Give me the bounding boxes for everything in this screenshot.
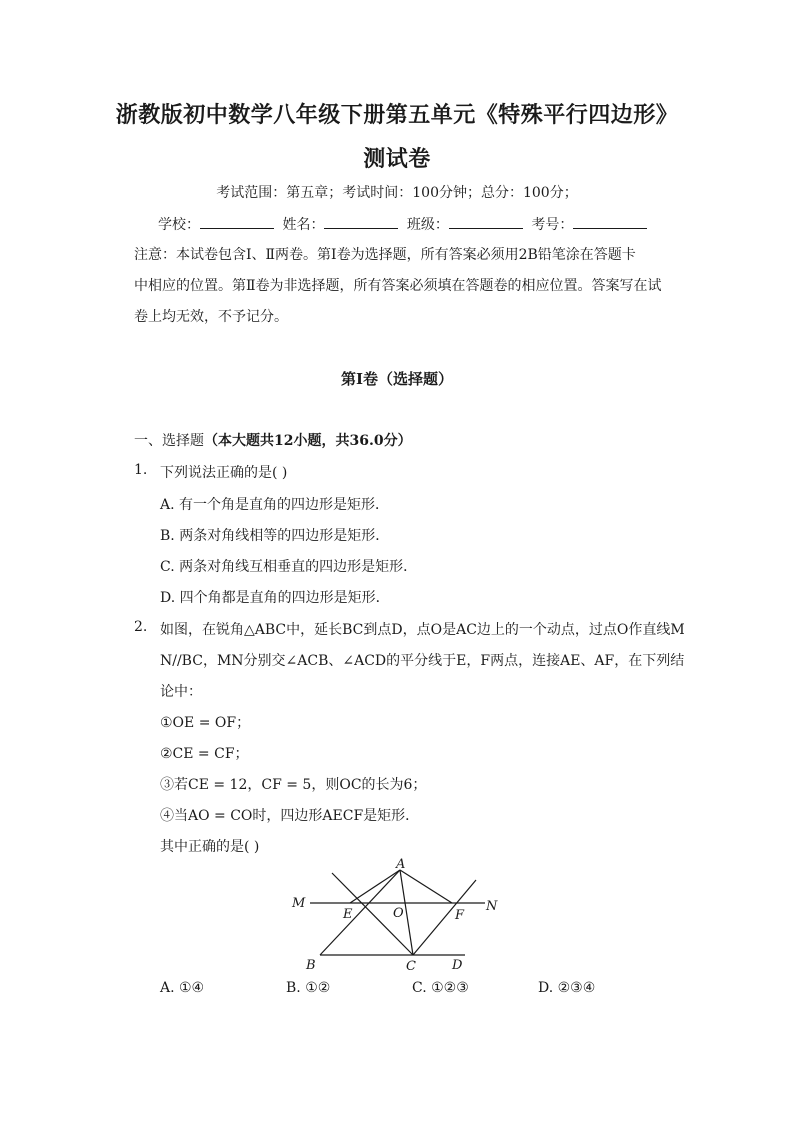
q1-option-c[interactable]: C. 两条对角线互相垂直的四边形是矩形． bbox=[160, 559, 418, 575]
q2-statement-4: ④当AO = CO时，四边形AECF是矩形． bbox=[160, 808, 420, 824]
class-label: 班级： bbox=[406, 217, 449, 233]
q2-choice-a[interactable]: A. ①④ bbox=[160, 980, 205, 996]
school-label: 学校： bbox=[158, 217, 200, 233]
q2-number: 2. bbox=[134, 619, 148, 635]
section1-prefix: 一、选择题 bbox=[134, 433, 204, 449]
q2-choice-d[interactable]: D. ②③④ bbox=[538, 980, 596, 996]
notice-line1: 注意：本试卷包含Ⅰ、Ⅱ两卷。第Ⅰ卷为选择题，所有答案必须用2B铅笔涂在答题卡 bbox=[134, 247, 636, 263]
q1-option-b[interactable]: B. 两条对角线相等的四边形是矩形． bbox=[160, 528, 390, 544]
q2-stem-line3: 论中： bbox=[160, 684, 202, 700]
label-m: M bbox=[292, 896, 306, 911]
name-field[interactable] bbox=[324, 214, 398, 229]
student-info-row bbox=[158, 214, 651, 234]
q2-ask: 其中正确的是( ) bbox=[160, 839, 260, 855]
section1-desc: （本大题共12小题，共36.0分） bbox=[204, 433, 412, 449]
q1-option-d[interactable]: D. 四个角都是直角的四边形是矩形． bbox=[160, 590, 390, 606]
notice-line3: 卷上均无效，不予记分。 bbox=[134, 309, 288, 325]
label-n: N bbox=[486, 899, 498, 914]
label-c: C bbox=[406, 959, 416, 974]
label-f: F bbox=[455, 908, 465, 923]
q1-option-a[interactable]: A. 有一个角是直角的四边形是矩形． bbox=[160, 497, 390, 513]
label-b: B bbox=[306, 958, 316, 973]
part1-title: 第Ⅰ卷（选择题） bbox=[340, 370, 454, 388]
q2-statement-2: ②CE = CF； bbox=[160, 746, 249, 762]
notice-line2: 中相应的位置。第Ⅱ卷为非选择题，所有答案必须填在答题卷的相应位置。答案写在试 bbox=[134, 278, 662, 294]
segment-af bbox=[400, 870, 452, 903]
q1-stem: 下列说法正确的是( ) bbox=[160, 465, 288, 481]
number-field[interactable] bbox=[573, 214, 647, 229]
q2-choice-b[interactable]: B. ①② bbox=[286, 980, 331, 996]
q2-choice-c[interactable]: C. ①②③ bbox=[412, 980, 469, 996]
exam-title-line2: 测试卷 bbox=[363, 146, 431, 172]
q2-statement-1: ①OE = OF； bbox=[160, 715, 251, 731]
bisector-cf bbox=[413, 880, 476, 955]
label-a: A bbox=[396, 857, 406, 872]
exam-title-line1: 浙教版初中数学八年级下册第五单元《特殊平行四边形》 bbox=[115, 102, 679, 128]
q2-stem-line2: N//BC，MN分别交∠ACB、∠ACD的平分线于E，F两点，连接AE、AF，在下列结 bbox=[160, 653, 685, 669]
label-o: O bbox=[393, 906, 404, 921]
q2-stem-line1: 如图，在锐角△ABC中，延长BC到点D，点O是AC边上的一个动点，过点O作直线M bbox=[160, 622, 685, 638]
name-label: 姓名： bbox=[282, 217, 325, 233]
section1-heading bbox=[134, 430, 412, 450]
class-field[interactable] bbox=[449, 214, 523, 229]
q2-statement-3: ③若CE = 12，CF = 5，则OC的长为6； bbox=[160, 777, 427, 793]
q1-number: 1. bbox=[134, 462, 148, 478]
number-label: 考号： bbox=[531, 217, 574, 233]
label-e: E bbox=[343, 907, 353, 922]
exam-info: 考试范围：第五章；考试时间：100分钟；总分：100分； bbox=[216, 185, 578, 201]
label-d: D bbox=[452, 958, 463, 973]
segment-ab bbox=[320, 870, 400, 955]
q2-geometry-figure bbox=[280, 855, 510, 975]
school-field[interactable] bbox=[200, 214, 274, 229]
